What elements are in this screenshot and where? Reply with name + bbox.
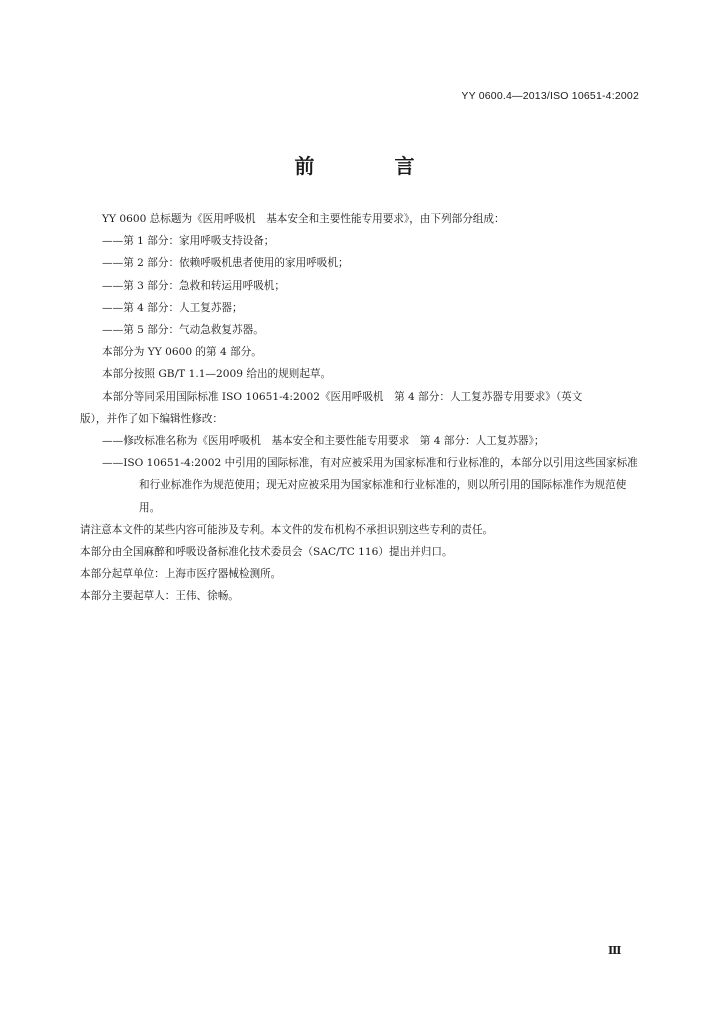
drafting-unit-paragraph: 本部分起草单位：上海市医疗器械检测所。 [80, 568, 282, 581]
proposed-by-paragraph: 本部分由全国麻醉和呼吸设备标准化技术委员会（SAC/TC 116）提出并归口。 [80, 546, 453, 559]
this-part-paragraph: 本部分为 YY 0600 的第 4 部分。 [102, 346, 262, 359]
foreword-body [80, 208, 640, 608]
list-item: ——第 2 部分：依赖呼吸机患者使用的家用呼吸机； [102, 257, 349, 270]
list-item: ——第 3 部分：急救和转运用呼吸机； [102, 279, 285, 292]
document-code: YY 0600.4—2013/ISO 10651-4:2002 [461, 90, 639, 102]
drafting-rules-paragraph: 本部分按照 GB/T 1.1—2009 给出的规则起草。 [102, 368, 332, 381]
drafters-paragraph: 本部分主要起草人：王伟、徐畅。 [80, 590, 239, 603]
page-number: Ⅲ [608, 944, 622, 957]
edit-item: ——ISO 10651-4:2002 中引用的国际标准，有对应被采用为国家标准和行业标准的，本部分以引用这些国家标准和行业标准作为规范使用；现无对应被采用为国家标准和行业标准的，则以所引用的国际标准作为规范使用。 [102, 457, 638, 514]
list-item: ——第 1 部分：家用呼吸支持设备； [102, 235, 275, 248]
adoption-paragraph-line1: 本部分等同采用国际标准 ISO 10651-4:2002《医用呼吸机 第 4 部分：人工复苏器专用要求》（英文 [102, 390, 583, 403]
intro-paragraph: YY 0600 总标题为《医用呼吸机 基本安全和主要性能专用要求》，由下列部分组成： [102, 213, 505, 225]
list-item: ——第 5 部分：气动急救复苏器。 [102, 324, 264, 337]
edit-item: ——修改标准名称为《医用呼吸机 基本安全和主要性能专用要求 第 4 部分：人工复苏器》； [102, 435, 545, 448]
adoption-paragraph-line2: 版），并作了如下编辑性修改： [80, 412, 224, 425]
patent-paragraph: 请注意本文件的某些内容可能涉及专利。本文件的发布机构不承担识别这些专利的责任。 [80, 523, 494, 536]
page-title: 前 言 [294, 154, 445, 178]
list-item: ——第 4 部分：人工复苏器； [102, 301, 243, 314]
